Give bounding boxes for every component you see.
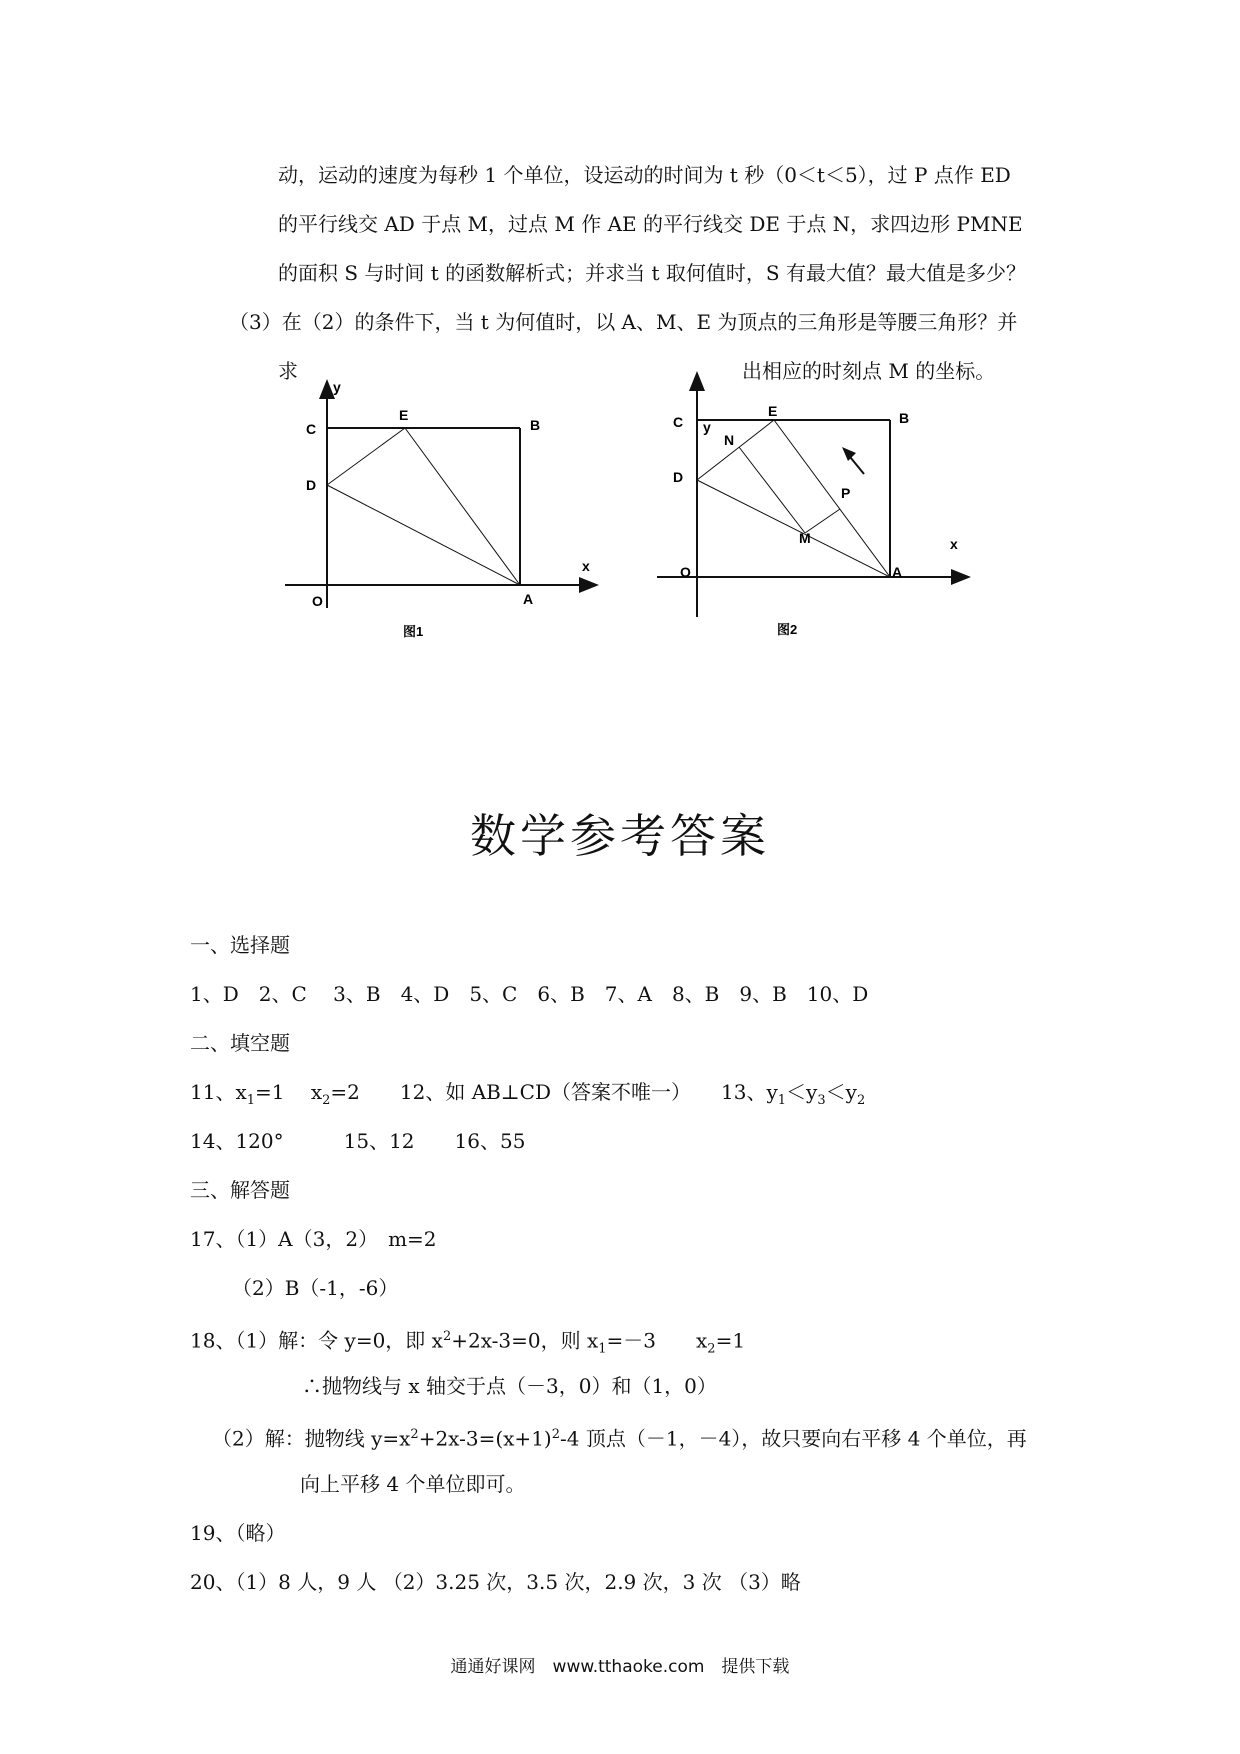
label-O: O (680, 564, 691, 580)
problem-line-1: 动，运动的速度为每秒 1 个单位，设运动的时间为 t 秒（0＜t＜5），过 P 点作 ED (278, 163, 1011, 187)
page-title: 数学参考答案 (470, 809, 770, 863)
answer-18-1: 18、（1）解：令 y=0，即 $x^2+2x-3=0$，则 $x_1=-3$ $x_2=1$ (190, 1328, 746, 1357)
label-D: D (306, 477, 317, 493)
figure-1-caption: 图1 (403, 624, 424, 639)
answer-18-2: （2）解：抛物线 $y=x^2+2x-3=(x+1)^2-4$ 顶点（－1，－4），故只要向右平移 4 个单位，再 (212, 1426, 1027, 1451)
answer-18-2-cont: 向上平移 4 个单位即可。 (300, 1472, 526, 1496)
label-y: y (333, 379, 341, 395)
segment-EA (405, 428, 520, 585)
label-C: C (306, 421, 317, 437)
segment-DA (697, 480, 890, 577)
problem-line-5-left: 求 (278, 359, 298, 383)
problem-line-5-right: 出相应的时刻点 M 的坐标。 (742, 359, 996, 383)
problem-line-3: 的面积 S 与时间 t 的函数解析式；并求当 t 取何值时，S 有最大值？最大值是多少？ (278, 261, 1026, 285)
answer-19: 19、（略） (190, 1521, 286, 1545)
section-fill-heading: 二、填空题 (190, 1031, 290, 1055)
arrow-icon (842, 447, 864, 474)
label-x: x (582, 558, 590, 574)
segment-NM (739, 447, 805, 533)
problem-line-2: 的平行线交 AD 于点 M，过点 M 作 AE 的平行线交 DE 于点 N，求四边形 PMNE (278, 212, 1023, 236)
answer-17-1: 17、（1）A（3，2） m=2 (190, 1227, 437, 1251)
segment-EA (774, 420, 890, 577)
label-D: D (673, 469, 684, 485)
fill-answers-11-13: 11、$x_1=1$ $x_2=2$ 12、如 AB⊥CD（答案不唯一） 13、$y_1<y_3<y_2$ (190, 1080, 866, 1108)
label-O: O (312, 593, 323, 609)
choice-answers: 1、D 2、C 3、B 4、D 5、C 6、B 7、A 8、B 9、B 10、D (190, 982, 869, 1006)
label-C: C (673, 414, 684, 430)
figure-2-caption: 图2 (777, 622, 798, 637)
section-choice-heading: 一、选择题 (190, 933, 290, 957)
fill-answers-14-16: 14、120° 15、12 16、55 (190, 1129, 526, 1153)
problem-line-4: （3）在（2）的条件下，当 t 为何值时，以 A、M、E 为顶点的三角形是等腰三角形？并 (229, 310, 1018, 334)
answer-20: 20、（1）8 人，9 人 （2）3.25 次，3.5 次，2.9 次，3 次 （3）略 (190, 1570, 801, 1594)
label-B: B (899, 410, 910, 426)
segment-DE (327, 428, 405, 485)
label-A: A (523, 591, 534, 607)
answer-17-2: （2）B（-1，-6） (232, 1276, 399, 1300)
label-A: A (892, 564, 903, 580)
label-x: x (950, 536, 958, 552)
label-M: M (799, 530, 811, 546)
label-y: y (703, 419, 711, 435)
label-P: P (841, 485, 851, 501)
footer: 通通好课网 www.tthaoke.com 提供下载 (450, 1657, 790, 1677)
label-E: E (399, 407, 409, 423)
label-E: E (768, 403, 778, 419)
answer-18-therefore: ∴抛物线与 x 轴交于点（－3，0）和（1，0） (302, 1374, 717, 1398)
figure-1 (280, 378, 610, 648)
label-N: N (724, 432, 735, 448)
segment-DA (327, 485, 520, 585)
label-B: B (530, 417, 541, 433)
figure-2 (652, 370, 982, 650)
section-solution-heading: 三、解答题 (190, 1178, 290, 1202)
